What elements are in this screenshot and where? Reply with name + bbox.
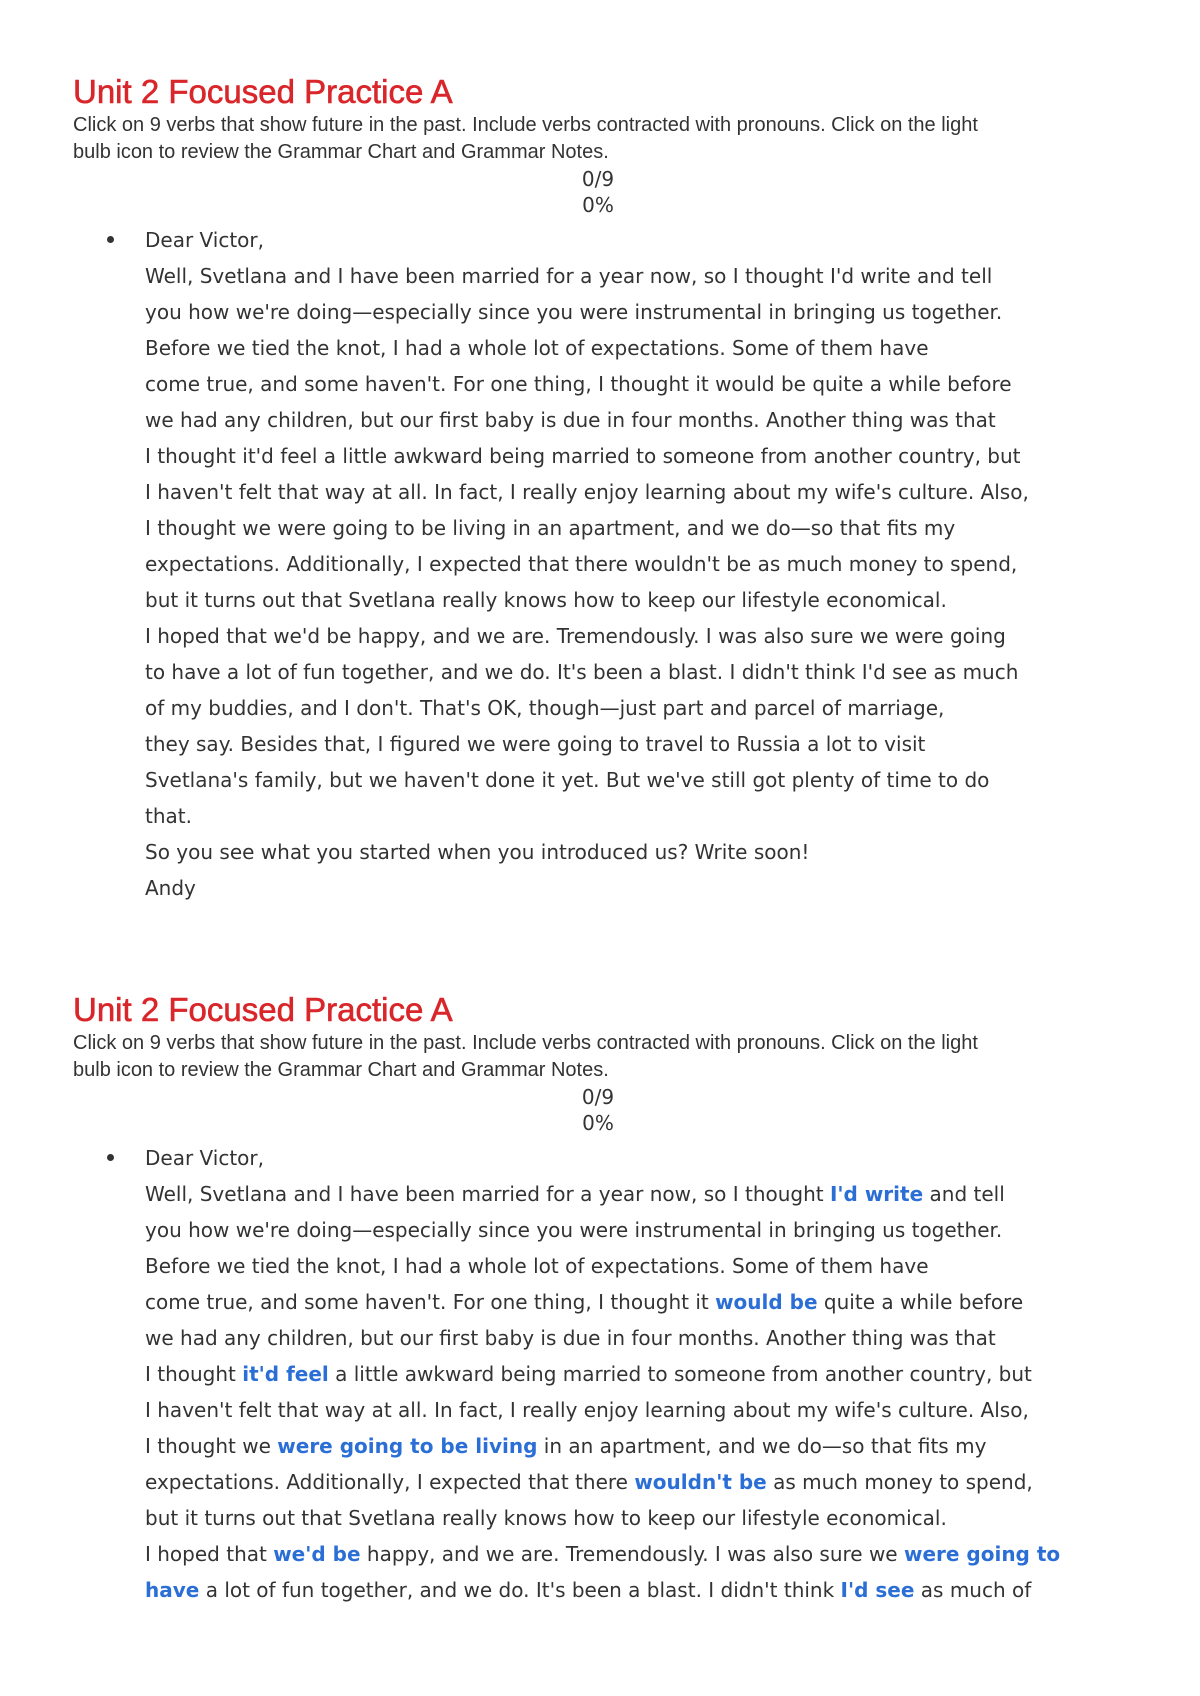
letter-line bbox=[145, 1176, 1133, 1212]
letter-line bbox=[145, 1536, 1133, 1572]
exercise-section-unanswered bbox=[73, 72, 1133, 906]
letter-text: happy, and we are. Tremendously. I was also sure we bbox=[360, 1542, 904, 1566]
letter-line: you how we're doing—especially since you were instrumental in bringing us together. bbox=[145, 300, 1003, 324]
letter-line: Dear Victor, bbox=[145, 228, 264, 252]
letter-text: Dear Victor, bbox=[145, 1146, 264, 1170]
selected-verb[interactable]: were going to bbox=[903, 1542, 1061, 1566]
letter-line: I thought we were going to be living in an apartment, and we do—so that fits my bbox=[145, 516, 956, 540]
score-count: 0/9 bbox=[581, 1085, 615, 1109]
letter-text: you how we're doing—especially since you were instrumental in bringing us together. bbox=[145, 1218, 1003, 1242]
selected-verb[interactable]: I'd see bbox=[840, 1578, 915, 1602]
letter-line: Andy bbox=[145, 876, 196, 900]
score-count: 0/9 bbox=[581, 167, 615, 191]
letter-line: I hoped that we'd be happy, and we are. Tremendously. I was also sure we were going bbox=[145, 624, 1006, 648]
letter-line bbox=[145, 1572, 1133, 1608]
letter-text: a little awkward being married to someone from another country, but bbox=[328, 1362, 1032, 1386]
instructions-line: bulb icon to review the Grammar Chart and Grammar Notes. bbox=[73, 141, 609, 163]
letter-text: come true, and some haven't. For one thing, I thought it bbox=[145, 1290, 716, 1314]
exercise-title: Unit 2 Focused Practice A bbox=[73, 73, 453, 110]
bullet-icon bbox=[107, 236, 114, 243]
exercise-instructions bbox=[73, 1030, 1133, 1084]
exercise-section-answered bbox=[73, 990, 1133, 1608]
letter-text: Before we tied the knot, I had a whole lot of expectations. Some of them have bbox=[145, 1254, 929, 1278]
letter-line bbox=[145, 1500, 1133, 1536]
bullet-icon bbox=[107, 1154, 114, 1161]
letter-text: I thought we bbox=[145, 1434, 278, 1458]
letter-line bbox=[145, 1428, 1133, 1464]
letter-line bbox=[145, 1284, 1133, 1320]
letter-list bbox=[73, 1140, 1133, 1608]
letter-text: expectations. Additionally, I expected that there bbox=[145, 1470, 635, 1494]
letter-line: I thought it'd feel a little awkward being married to someone from another country, but bbox=[145, 444, 1021, 468]
letter-line bbox=[145, 1356, 1133, 1392]
instructions-line: Click on 9 verbs that show future in the past. Include verbs contracted with pronouns. Click on the light bbox=[73, 1032, 978, 1054]
letter-line: they say. Besides that, I figured we were going to travel to Russia a lot to visit bbox=[145, 732, 926, 756]
letter-text: I thought bbox=[145, 1362, 243, 1386]
letter-text: and tell bbox=[923, 1182, 1005, 1206]
score-percent: 0% bbox=[582, 1111, 614, 1135]
letter-list bbox=[73, 222, 1133, 906]
letter-item bbox=[73, 222, 1133, 906]
letter-line bbox=[145, 1392, 1133, 1428]
letter-text: I hoped that bbox=[145, 1542, 274, 1566]
letter-text: in an apartment, and we do—so that fits my bbox=[537, 1434, 987, 1458]
letter-line: we had any children, but our first baby is due in four months. Another thing was that bbox=[145, 408, 996, 432]
exercise-instructions bbox=[73, 112, 1133, 166]
letter-text: Well, Svetlana and I have been married for a year now, so I thought bbox=[145, 1182, 830, 1206]
letter-text: quite a while before bbox=[817, 1290, 1024, 1314]
letter-line bbox=[145, 1464, 1133, 1500]
selected-verb[interactable]: wouldn't be bbox=[634, 1470, 767, 1494]
selected-verb[interactable]: we'd be bbox=[273, 1542, 361, 1566]
selected-verb[interactable]: I'd write bbox=[829, 1182, 924, 1206]
letter-text: I haven't felt that way at all. In fact, I really enjoy learning about my wife's culture. Also, bbox=[145, 1398, 1029, 1422]
letter-line: come true, and some haven't. For one thing, I thought it would be quite a while before bbox=[145, 372, 1012, 396]
letter-text: as much of bbox=[914, 1578, 1032, 1602]
letter-line: of my buddies, and I don't. That's OK, though—just part and parcel of marriage, bbox=[145, 696, 945, 720]
selected-verb[interactable]: have bbox=[145, 1578, 200, 1602]
instructions-line: Click on 9 verbs that show future in the past. Include verbs contracted with pronouns. Click on the light bbox=[73, 114, 978, 136]
letter-line bbox=[145, 1140, 1133, 1176]
letter-item bbox=[73, 1140, 1133, 1608]
score-percent: 0% bbox=[582, 193, 614, 217]
selected-verb[interactable]: it'd feel bbox=[242, 1362, 329, 1386]
letter-text: but it turns out that Svetlana really knows how to keep our lifestyle economical. bbox=[145, 1506, 947, 1530]
letter-line: that. bbox=[145, 804, 192, 828]
letter-line bbox=[145, 1248, 1133, 1284]
letter-line bbox=[145, 1320, 1133, 1356]
letter-line: expectations. Additionally, I expected that there wouldn't be as much money to spend, bbox=[145, 552, 1018, 576]
letter-line: Well, Svetlana and I have been married for a year now, so I thought I'd write and tell bbox=[145, 264, 993, 288]
selected-verb[interactable]: were going to be living bbox=[277, 1434, 538, 1458]
letter-text: a lot of fun together, and we do. It's been a blast. I didn't think bbox=[199, 1578, 841, 1602]
letter-text: we had any children, but our first baby is due in four months. Another thing was that bbox=[145, 1326, 996, 1350]
letter-line: but it turns out that Svetlana really knows how to keep our lifestyle economical. bbox=[145, 588, 947, 612]
letter-line: to have a lot of fun together, and we do. It's been a blast. I didn't think I'd see as much bbox=[145, 660, 1019, 684]
letter-line: Before we tied the knot, I had a whole lot of expectations. Some of them have bbox=[145, 336, 929, 360]
letter-line: So you see what you started when you introduced us? Write soon! bbox=[145, 840, 810, 864]
letter-line: I haven't felt that way at all. In fact, I really enjoy learning about my wife's culture. Also, bbox=[145, 480, 1029, 504]
exercise-title: Unit 2 Focused Practice A bbox=[73, 991, 453, 1028]
selected-verb[interactable]: would be bbox=[715, 1290, 818, 1314]
letter-text: as much money to spend, bbox=[766, 1470, 1033, 1494]
letter-line: Svetlana's family, but we haven't done it yet. But we've still got plenty of time to do bbox=[145, 768, 990, 792]
letter-line bbox=[145, 1212, 1133, 1248]
instructions-line: bulb icon to review the Grammar Chart and Grammar Notes. bbox=[73, 1059, 609, 1081]
